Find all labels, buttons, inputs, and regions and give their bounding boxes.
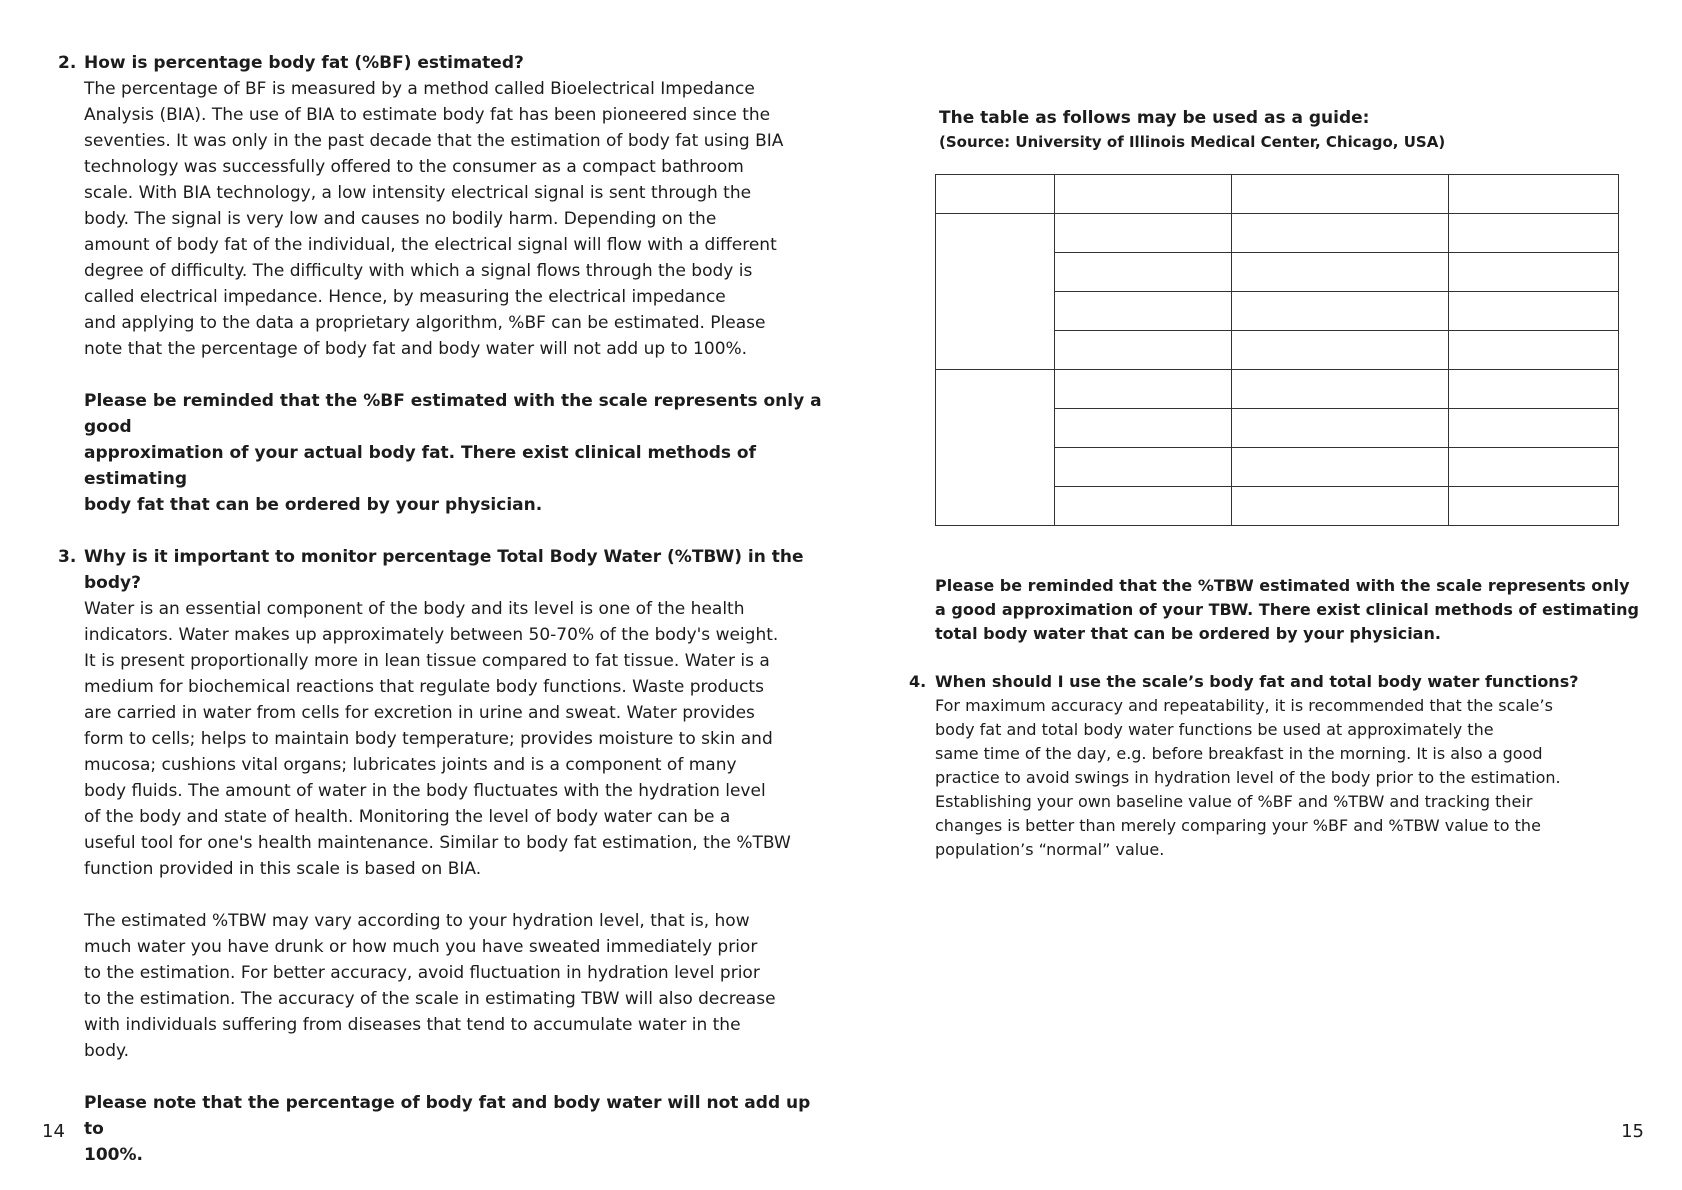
table-cell — [1055, 409, 1232, 448]
question-2-number: 2. — [58, 53, 77, 73]
table-cell — [1232, 175, 1449, 214]
table-source: (Source: University of Illinois Medical Center, Chicago, USA) — [939, 133, 1446, 151]
table-cell — [936, 175, 1055, 214]
table-heading: The table as follows may be used as a guide: — [939, 108, 1370, 128]
table-cell — [1232, 292, 1449, 331]
table-group-cell — [936, 370, 1055, 526]
question-2-body: The percentage of BF is measured by a method called Bioelectrical Impedance Analysis (BIA). The use of BIA to estimate body fat has been pioneered since the seventies. It was only in the past decade that the estimation of body fat using BIA technology was successfully offered to the consumer as a compact bathroom scale. With BIA technology, a low intensity electrical signal is sent through the body. The signal is very low and causes no bodily harm. Depending on the amount of body fat of the individual, the electrical signal will flow with a different degree of difficulty. The difficulty with which a signal flows through the body is called electrical impedance. Hence, by measuring the electrical impedance and applying to the data a proprietary algorithm, %BF can be estimated. Please note that the percentage of body fat and body water will not add up to 100%. — [84, 79, 784, 359]
table-cell — [1055, 175, 1232, 214]
question-3-number: 3. — [58, 547, 77, 567]
question-2-title: How is percentage body fat (%BF) estimated? — [84, 53, 524, 73]
table-cell — [1055, 448, 1232, 487]
table-cell — [1055, 487, 1232, 526]
question-4-heading — [909, 670, 1655, 694]
question-3-body-2: The estimated %TBW may vary according to your hydration level, that is, how much water you have drunk or how much you have sweated immediately prior to the estimation. For better accuracy, avoid fluctuation in hydration level prior to the estimation. The accuracy of the scale in estimating TBW will also decrease with individuals suffering from diseases that tend to accumulate water in the body. — [84, 911, 776, 1061]
table-cell — [1449, 253, 1619, 292]
page-number-left: 14 — [42, 1121, 65, 1142]
table-cell — [1232, 487, 1449, 526]
water-note: Please note that the percentage of body fat and body water will not add up to 100%. — [84, 1093, 811, 1165]
right-page — [841, 0, 1682, 1190]
table-cell — [1055, 214, 1232, 253]
guide-table — [935, 174, 1619, 526]
question-3-heading — [58, 544, 824, 596]
table-group-cell — [936, 214, 1055, 370]
table-cell — [1449, 292, 1619, 331]
table-cell — [1449, 331, 1619, 370]
table-cell — [1449, 370, 1619, 409]
table-cell — [1055, 331, 1232, 370]
right-text — [909, 574, 1655, 862]
table-cell — [1449, 487, 1619, 526]
question-4 — [909, 670, 1655, 862]
table-cell — [1449, 409, 1619, 448]
question-4-body: For maximum accuracy and repeatability, it is recommended that the scale’s body fat and total body water functions be used at approximately the same time of the day, e.g. before breakfast in the morning. It is also a good practice to avoid swings in hydration level of the body prior to the estimation. Establishing your own baseline value of %BF and %TBW and tracking their changes is better than merely comparing your %BF and %TBW value to the population’s “normal” value. — [935, 696, 1561, 859]
table-cell — [1449, 175, 1619, 214]
question-4-number: 4. — [909, 672, 927, 691]
table-caption — [939, 106, 1639, 154]
table-cell — [1055, 292, 1232, 331]
table-cell — [1232, 214, 1449, 253]
question-3-body: Water is an essential component of the body and its level is one of the health indicators. Water makes up approximately between 50-70% of the body's weight. It is present proportionally more in lean tissue compared to fat tissue. Water is a medium for biochemical reactions that regulate body functions. Waste products are carried in water from cells for excretion in urine and sweat. Water provides form to cells; helps to maintain body temperature; provides moisture to skin and mucosa; cushions vital organs; lubricates joints and is a component of many body fluids. The amount of water in the body fluctuates with the hydration level of the body and state of health. Monitoring the level of body water can be a useful tool for one's health maintenance. Similar to body fat estimation, the %TBW function provided in this scale is based on BIA. — [84, 599, 791, 879]
table-cell — [1232, 331, 1449, 370]
question-3-title: Why is it important to monitor percentage Total Body Water (%TBW) in the body? — [84, 547, 804, 593]
table-cell — [1232, 370, 1449, 409]
table-cell — [1055, 253, 1232, 292]
page-number-right: 15 — [1621, 1121, 1644, 1142]
table-cell — [1232, 253, 1449, 292]
question-3 — [58, 544, 824, 1168]
question-2 — [58, 50, 824, 1168]
question-4-title: When should I use the scale’s body fat and total body water functions? — [935, 672, 1579, 691]
table-cell — [1232, 409, 1449, 448]
question-2-heading — [58, 50, 824, 76]
table-cell — [1449, 214, 1619, 253]
table-cell — [1055, 370, 1232, 409]
tbw-reminder: Please be reminded that the %TBW estimated with the scale represents only a good approximation of your TBW. There exist clinical methods of estimating total body water that can be ordered by your physician. — [935, 576, 1639, 643]
table-cell — [1449, 448, 1619, 487]
bf-reminder: Please be reminded that the %BF estimated with the scale represents only a good approximation of your actual body fat. There exist clinical methods of estimating body fat that can be ordered by your physician. — [84, 391, 822, 515]
table-cell — [1232, 448, 1449, 487]
